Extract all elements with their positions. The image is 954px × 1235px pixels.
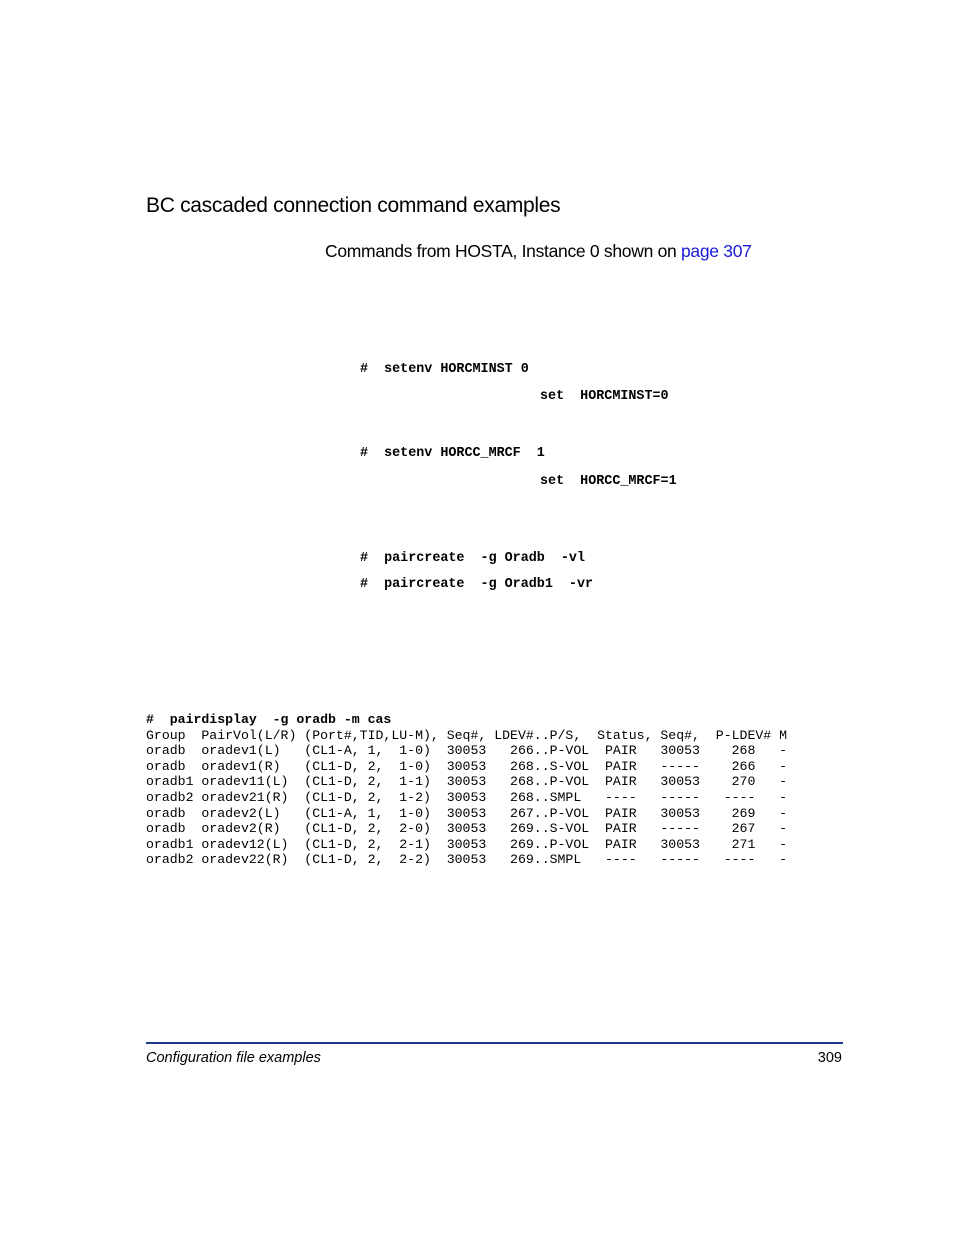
output-row: oradb1 oradev11(L) (CL1-D, 2, 1-1) 30053 268..P-VOL PAIR 30053 270 - bbox=[146, 774, 788, 790]
set-horcc-mrcf-command: set HORCC_MRCF=1 bbox=[540, 474, 677, 489]
paircreate-command-1: # paircreate -g Oradb -vl bbox=[360, 551, 585, 566]
footer-divider bbox=[146, 1042, 843, 1044]
output-row: oradb oradev1(R) (CL1-D, 2, 1-0) 30053 268..S-VOL PAIR ----- 266 - bbox=[146, 758, 788, 774]
paircreate-command-2: # paircreate -g Oradb1 -vr bbox=[360, 577, 594, 592]
pairdisplay-command: # pairdisplay -g oradb -m cas bbox=[146, 712, 392, 727]
output-row: oradb oradev2(R) (CL1-D, 2, 2-0) 30053 269..S-VOL PAIR ----- 267 - bbox=[146, 821, 788, 837]
subtitle-text: Commands from HOSTA, Instance 0 shown on bbox=[325, 241, 681, 261]
page-number: 309 bbox=[817, 1050, 842, 1066]
page-link[interactable]: page 307 bbox=[681, 241, 752, 261]
footer-chapter-title: Configuration file examples bbox=[146, 1050, 321, 1066]
output-row: oradb oradev1(L) (CL1-A, 1, 1-0) 30053 266..P-VOL PAIR 30053 268 - bbox=[146, 743, 788, 759]
output-row: oradb1 oradev12(L) (CL1-D, 2, 2-1) 30053 269..P-VOL PAIR 30053 271 - bbox=[146, 836, 788, 852]
setenv-horcc-mrcf-command: # setenv HORCC_MRCF 1 bbox=[360, 446, 545, 461]
set-horcminst-command: set HORCMINST=0 bbox=[540, 389, 669, 404]
output-header: Group PairVol(L/R) (Port#,TID,LU-M), Seq#, LDEV#..P/S, Status, Seq#, P-LDEV# M bbox=[146, 727, 788, 743]
setenv-horcminst-command: # setenv HORCMINST 0 bbox=[360, 362, 529, 377]
output-row: oradb2 oradev22(R) (CL1-D, 2, 2-2) 30053 269..SMPL ---- ----- ---- - bbox=[146, 852, 788, 868]
output-row: oradb2 oradev21(R) (CL1-D, 2, 1-2) 30053 268..SMPL ---- ----- ---- - bbox=[146, 789, 788, 805]
section-title: BC cascaded connection command examples bbox=[146, 194, 561, 217]
subtitle bbox=[325, 241, 752, 262]
pairdisplay-output bbox=[146, 712, 787, 868]
output-row: oradb oradev2(L) (CL1-A, 1, 1-0) 30053 267..P-VOL PAIR 30053 269 - bbox=[146, 805, 788, 821]
